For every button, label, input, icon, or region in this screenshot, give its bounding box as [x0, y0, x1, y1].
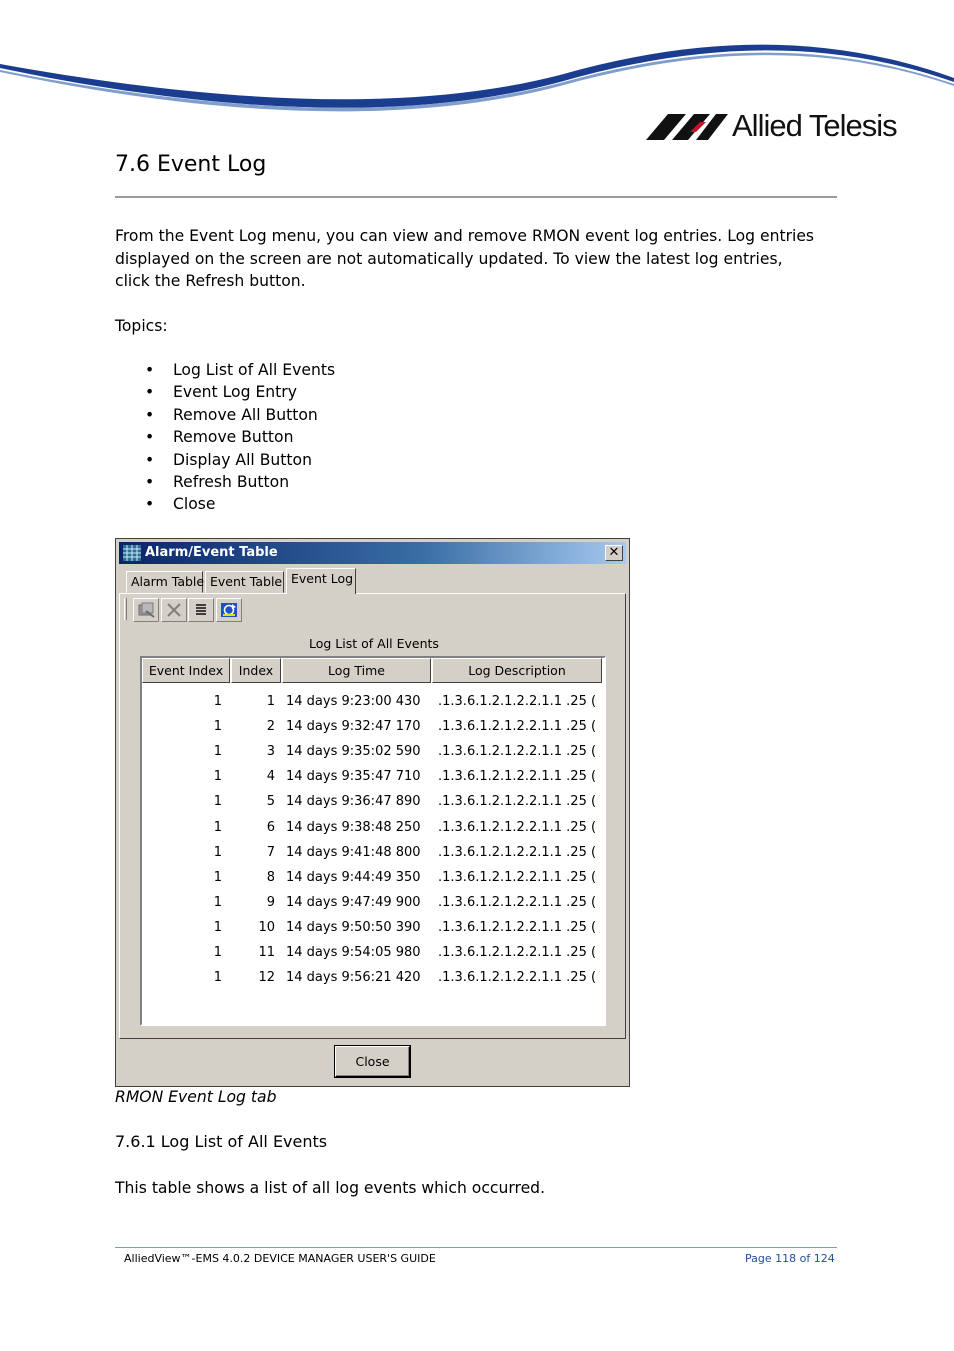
topic-item: • Refresh Button: [145, 471, 335, 493]
cell-log-time: 14 days 9:38:48 250: [286, 819, 421, 835]
dialog-titlebar[interactable]: [119, 542, 626, 564]
subsection-title: 7.6.1 Log List of All Events: [115, 1132, 328, 1151]
cell-log-description: .1.3.6.1.2.1.2.2.1.1 .25 (: [438, 769, 597, 785]
tab-event-log[interactable]: Event Log: [286, 568, 356, 594]
close-button[interactable]: Close: [335, 1046, 410, 1077]
cell-log-description: .1.3.6.1.2.1.2.2.1.1 .25 (: [438, 869, 597, 885]
cell-log-time: 14 days 9:44:49 350: [286, 869, 421, 885]
cell-log-time: 14 days 9:50:50 390: [286, 919, 421, 935]
topic-item: • Close: [145, 493, 335, 515]
allied-telesis-logo: [646, 108, 906, 148]
cell-log-description: .1.3.6.1.2.1.2.2.1.1 .25 (: [438, 794, 597, 810]
remove-button[interactable]: [161, 598, 187, 622]
table-row[interactable]: [142, 890, 602, 915]
cell-log-description: .1.3.6.1.2.1.2.2.1.1 .25 (: [438, 719, 597, 735]
cell-index: 6: [266, 819, 275, 835]
topic-item: • Display All Button: [145, 449, 335, 471]
cell-log-time: 14 days 9:35:47 710: [286, 769, 421, 785]
cell-log-description: .1.3.6.1.2.1.2.2.1.1 .25 (: [438, 894, 597, 910]
table-row[interactable]: [142, 965, 602, 990]
footer-page-number: Page 118 of 124: [745, 1252, 835, 1265]
cell-index: 9: [266, 894, 275, 910]
cell-index: 5: [266, 794, 275, 810]
cell-event-index: 1: [213, 769, 222, 785]
toolbar-grip[interactable]: [124, 598, 127, 620]
topic-item: • Log List of All Events: [145, 359, 335, 381]
table-row[interactable]: [142, 840, 602, 865]
topic-item: • Remove Button: [145, 426, 335, 448]
cell-log-description: .1.3.6.1.2.1.2.2.1.1 .25 (: [438, 819, 597, 835]
cell-event-index: 1: [213, 970, 222, 986]
remove-all-icon: [137, 602, 155, 618]
dialog-title: Alarm/Event Table: [145, 545, 278, 560]
log-list-title: Log List of All Events: [309, 636, 439, 651]
cell-log-time: 14 days 9:32:47 170: [286, 719, 421, 735]
section-title: 7.6 Event Log: [115, 152, 267, 177]
topics-list: [145, 359, 335, 516]
intro-line: From the Event Log menu, you can view and remove RMON event log entries. Log entries: [115, 227, 815, 245]
topic-item: • Event Log Entry: [145, 381, 335, 403]
cell-log-time: 14 days 9:56:21 420: [286, 970, 421, 986]
topic-item: • Remove All Button: [145, 404, 335, 426]
cell-log-description: .1.3.6.1.2.1.2.2.1.1 .25 (: [438, 919, 597, 935]
logo-mark-icon: [646, 114, 728, 140]
cell-log-description: .1.3.6.1.2.1.2.2.1.1 .25 (: [438, 970, 597, 986]
cell-log-time: 14 days 9:47:49 900: [286, 894, 421, 910]
table-row[interactable]: [142, 915, 602, 940]
event-log-table[interactable]: [140, 656, 606, 1026]
cell-log-time: 14 days 9:35:02 590: [286, 744, 421, 760]
cell-event-index: 1: [213, 719, 222, 735]
logo-text: Allied Telesis: [732, 108, 897, 143]
table-app-icon: [123, 545, 141, 561]
alarm-event-dialog: [115, 538, 630, 1087]
cell-log-time: 14 days 9:41:48 800: [286, 844, 421, 860]
cell-event-index: 1: [213, 894, 222, 910]
figure-caption: RMON Event Log tab: [115, 1088, 277, 1106]
cell-index: 4: [266, 769, 275, 785]
section-title-rule: [115, 196, 837, 198]
subsection-text: This table shows a list of all log events which occurred.: [115, 1179, 546, 1197]
cell-event-index: 1: [213, 945, 222, 960]
remove-icon: [165, 602, 183, 618]
remove-all-button[interactable]: [133, 598, 159, 622]
table-row[interactable]: [142, 764, 602, 789]
table-row[interactable]: [142, 865, 602, 890]
cell-event-index: 1: [213, 744, 222, 760]
intro-line: displayed on the screen are not automatically updated. To view the latest log entries,: [115, 249, 783, 268]
topics-label: Topics:: [115, 317, 168, 335]
cell-index: 10: [258, 919, 275, 935]
display-all-icon: [192, 602, 210, 618]
intro-paragraph: [115, 225, 814, 293]
cell-log-time: 14 days 9:54:05 980: [286, 945, 421, 960]
intro-line: click the Refresh button.: [115, 272, 306, 290]
table-row[interactable]: [142, 815, 602, 840]
cell-log-description: .1.3.6.1.2.1.2.2.1.1 .25 (: [438, 844, 597, 860]
cell-event-index: 1: [213, 919, 222, 935]
column-header-log-description[interactable]: Log Description: [432, 658, 602, 683]
cell-event-index: 1: [213, 694, 222, 709]
tab-alarm-table[interactable]: Alarm Table: [126, 571, 203, 593]
footer-guide-title: AlliedView™-EMS 4.0.2 DEVICE MANAGER USER'S GUIDE: [124, 1252, 436, 1265]
cell-log-time: 14 days 9:23:00 430: [286, 694, 421, 709]
cell-index: 11: [258, 945, 275, 960]
close-icon[interactable]: ✕: [605, 545, 623, 561]
footer-rule: [115, 1247, 837, 1248]
cell-event-index: 1: [213, 794, 222, 810]
cell-index: 2: [266, 719, 275, 735]
cell-index: 1: [266, 694, 275, 709]
column-header-log-time[interactable]: Log Time: [282, 658, 431, 683]
cell-event-index: 1: [213, 844, 222, 860]
cell-log-description: .1.3.6.1.2.1.2.2.1.1 .25 (: [438, 694, 597, 709]
cell-event-index: 1: [213, 819, 222, 835]
cell-index: 8: [266, 869, 275, 885]
table-row[interactable]: [142, 689, 602, 714]
table-row[interactable]: [142, 739, 602, 764]
tab-event-table[interactable]: Event Table: [205, 571, 284, 593]
cell-log-time: 14 days 9:36:47 890: [286, 794, 421, 810]
cell-event-index: 1: [213, 869, 222, 885]
table-row[interactable]: [142, 714, 602, 739]
cell-index: 12: [258, 970, 275, 986]
cell-index: 7: [266, 844, 275, 860]
refresh-icon: [220, 602, 238, 618]
cell-index: 3: [266, 744, 275, 760]
table-row[interactable]: [142, 940, 602, 965]
display-all-button[interactable]: [188, 598, 214, 622]
table-row[interactable]: [142, 789, 602, 814]
refresh-button[interactable]: [216, 598, 242, 622]
cell-log-description: .1.3.6.1.2.1.2.2.1.1 .25 (: [438, 744, 597, 760]
column-header-index[interactable]: Index: [231, 658, 281, 683]
column-header-event-index[interactable]: Event Index: [142, 658, 230, 683]
cell-log-description: .1.3.6.1.2.1.2.2.1.1 .25 (: [438, 945, 597, 960]
